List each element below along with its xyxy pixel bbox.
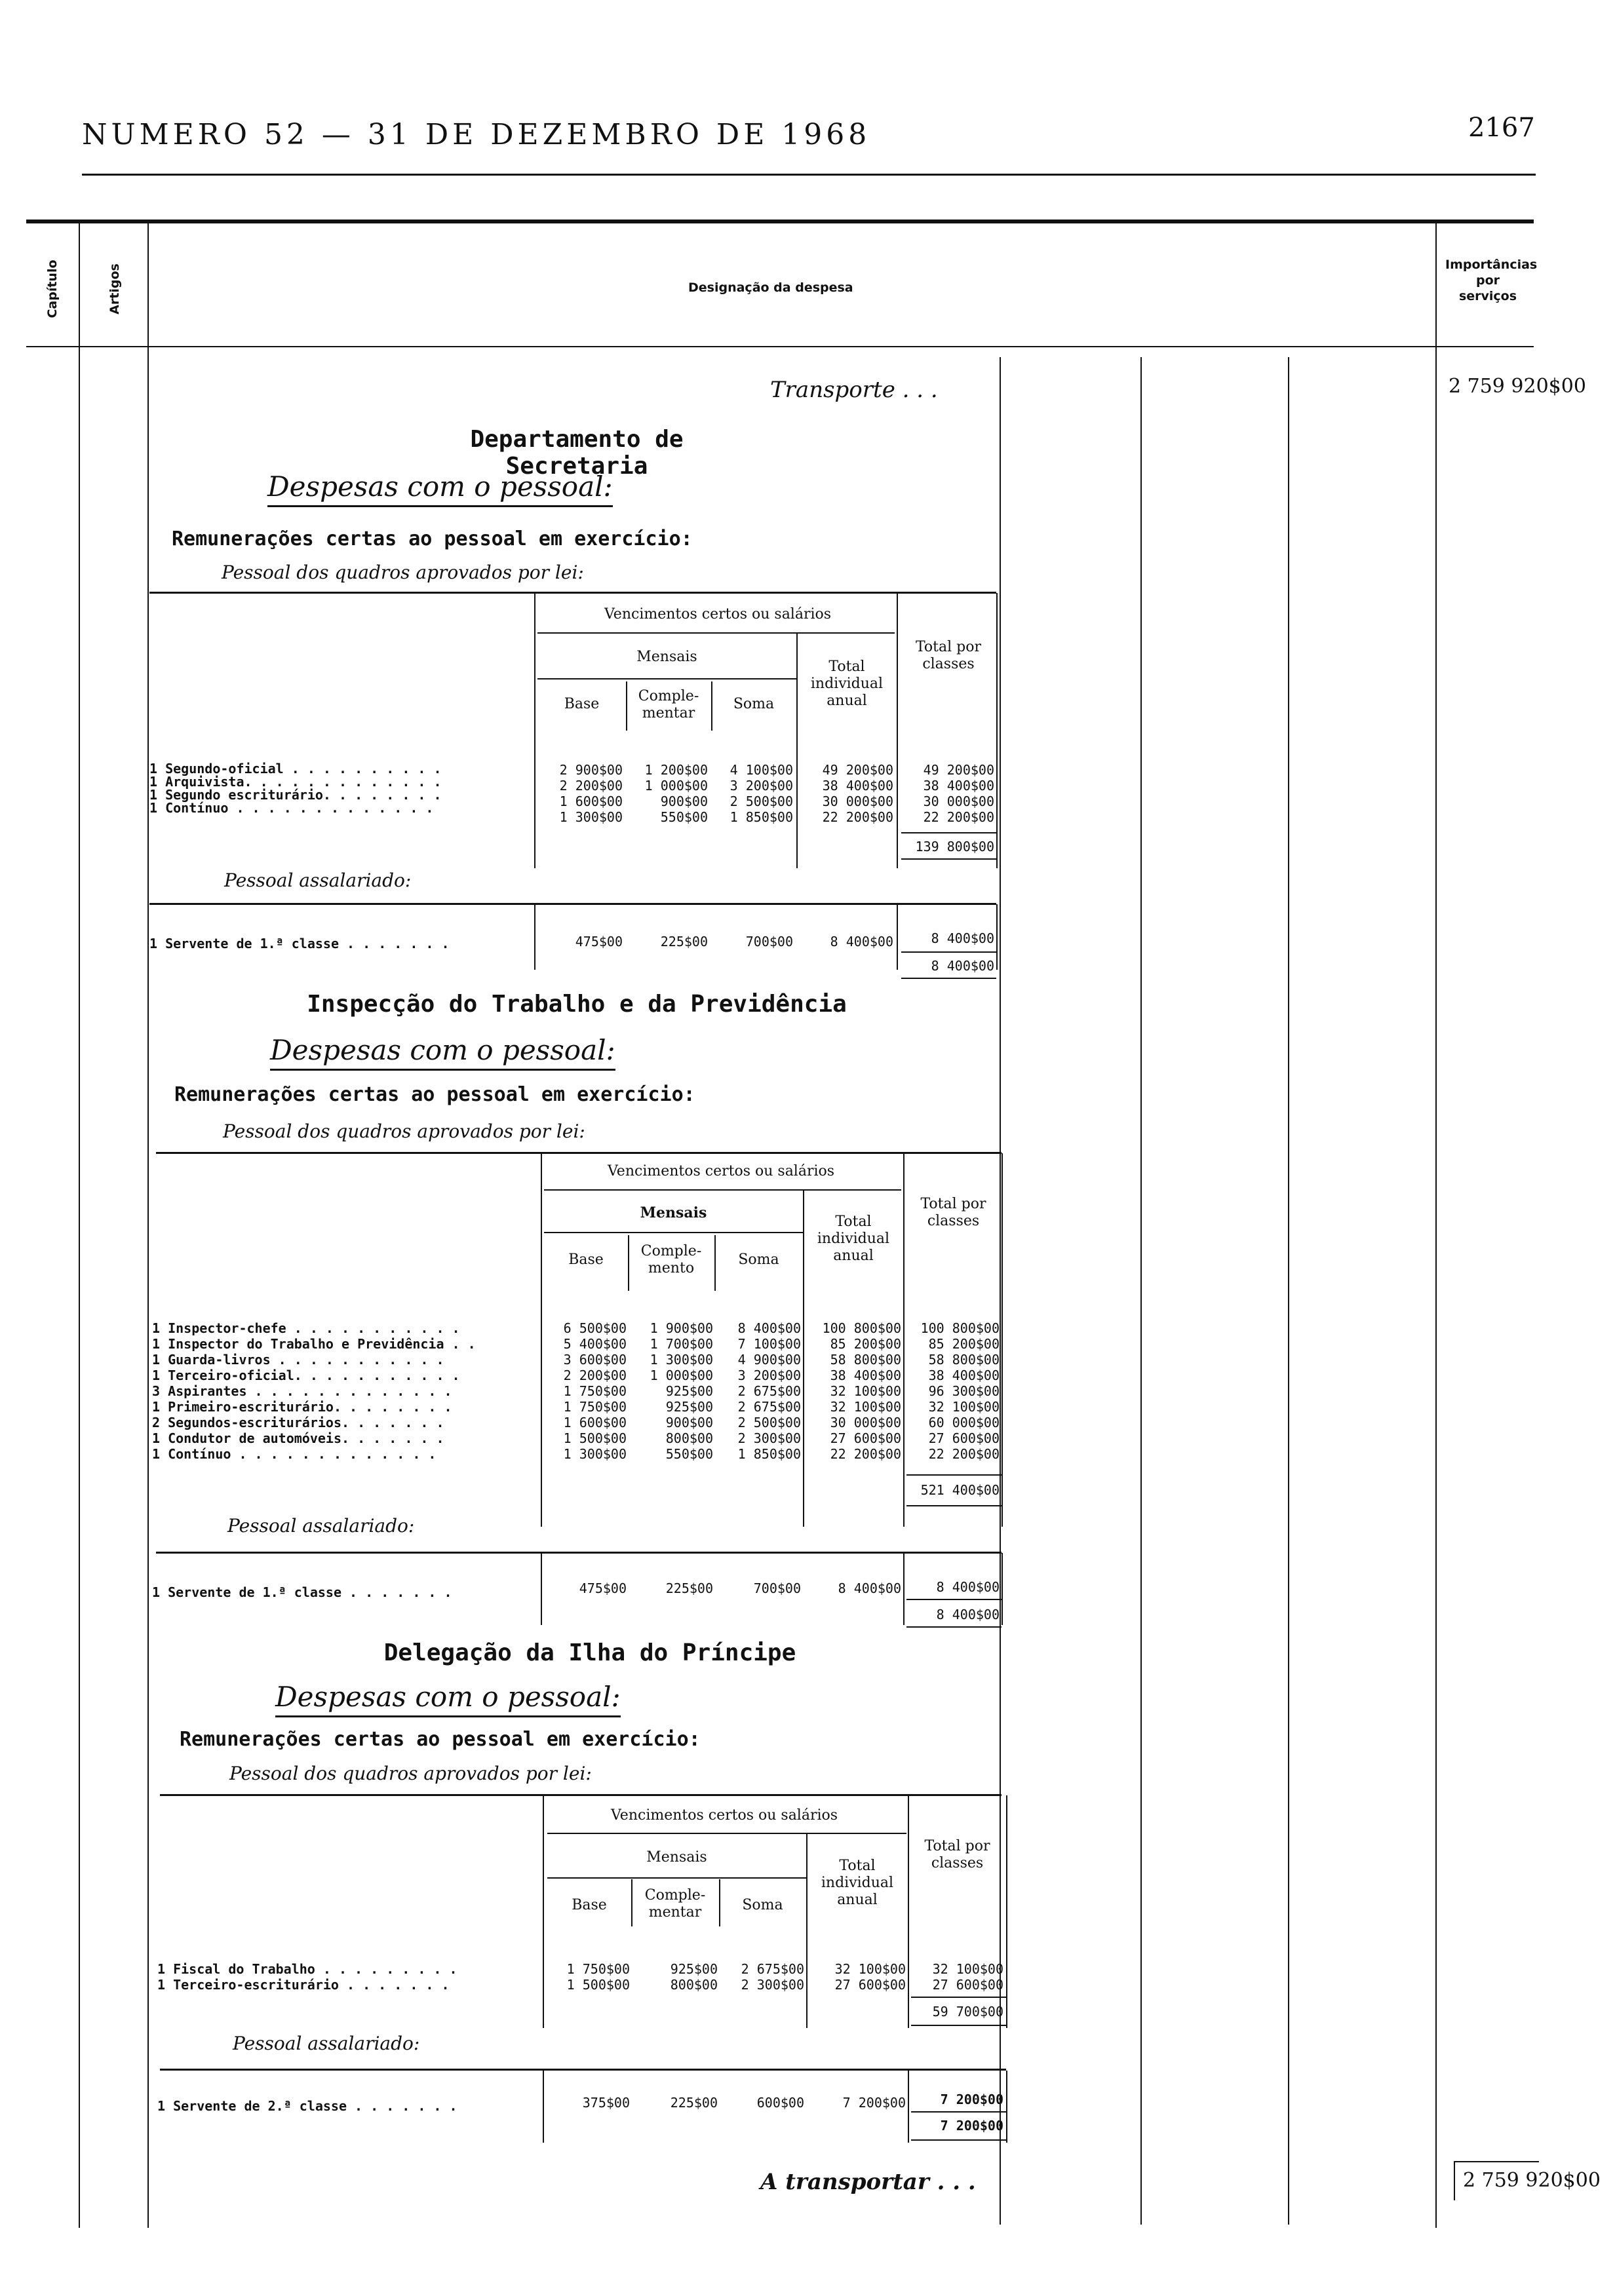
header-rule bbox=[537, 678, 796, 679]
col-divider-importancias bbox=[1435, 223, 1437, 2228]
row-label: 1 Terceiro-oficial. . . . . . . . . . . bbox=[152, 1368, 460, 1383]
page-header-title: NUMERO 52 — 31 DE DEZEMBRO DE 1968 bbox=[82, 118, 871, 151]
classes-col bbox=[905, 1320, 1000, 1462]
classes-col bbox=[899, 762, 994, 825]
col-divider-capitulo bbox=[79, 223, 80, 2228]
classes-col bbox=[910, 1961, 1003, 1993]
personnel-rows bbox=[149, 762, 442, 814]
column-header-capitulo: Capítulo bbox=[45, 259, 60, 318]
cell-anual: 22 200$00 bbox=[822, 809, 893, 825]
col-divider-designacao bbox=[1000, 357, 1001, 2225]
cell-anual: 27 600$00 bbox=[830, 1430, 901, 1446]
total-individual-header: Total individual anual bbox=[817, 1214, 890, 1264]
subtotal-rule bbox=[906, 1599, 1002, 1600]
cell-anual: 27 600$00 bbox=[834, 1977, 906, 1993]
servente-comp: 225$00 bbox=[670, 2095, 718, 2111]
table-divider bbox=[908, 2071, 909, 2143]
cell-base: 3 600$00 bbox=[563, 1352, 627, 1368]
servente-soma: 700$00 bbox=[753, 1580, 801, 1596]
section-title: Departamento de Secretaria bbox=[470, 426, 684, 480]
base-col bbox=[546, 1961, 630, 1993]
cell-comp: 800$00 bbox=[665, 1430, 713, 1446]
cell-soma: 4 100$00 bbox=[730, 762, 793, 778]
cell-base: 1 750$00 bbox=[566, 1961, 630, 1977]
subtotal-rule bbox=[906, 1474, 1002, 1476]
servente-anual: 7 200$00 bbox=[842, 2095, 906, 2111]
cell-classe: 27 600$00 bbox=[932, 1977, 1003, 1993]
cell-anual: 32 100$00 bbox=[834, 1961, 906, 1977]
row-label: 1 Inspector do Trabalho e Previdência . . bbox=[152, 1336, 476, 1352]
table-divider bbox=[543, 2071, 544, 2143]
table-divider bbox=[1006, 2071, 1007, 2143]
subtotal: 59 700$00 bbox=[932, 2004, 1003, 2019]
remuneracoes-heading: Remunerações certas ao pessoal em exercício: bbox=[174, 1083, 695, 1106]
cell-base: 5 400$00 bbox=[563, 1336, 627, 1352]
section-title: Inspecção do Trabalho e da Previdência bbox=[307, 991, 847, 1018]
servente-total: 8 400$00 bbox=[931, 958, 994, 974]
a-transportar-amount: 2 759 920$00 bbox=[1463, 2169, 1601, 2192]
cell-classe: 38 400$00 bbox=[923, 778, 994, 794]
row-label: 1 Arquivista. . . . . . . . . . . . . bbox=[149, 774, 442, 790]
col-divider-amount-1 bbox=[1140, 357, 1142, 2225]
cell-anual: 38 400$00 bbox=[822, 778, 893, 794]
subtotal-rule bbox=[901, 858, 996, 860]
cell-classe: 96 300$00 bbox=[928, 1383, 1000, 1399]
base-col bbox=[537, 762, 623, 825]
vencimentos-header: Vencimentos certos ou salários bbox=[607, 1163, 835, 1179]
cell-comp: 1 900$00 bbox=[650, 1320, 713, 1336]
quadros-subheading: Pessoal dos quadros aprovados por lei: bbox=[223, 1120, 585, 1142]
cell-classe: 60 000$00 bbox=[928, 1415, 1000, 1430]
table-divider bbox=[897, 904, 898, 970]
cell-base: 1 750$00 bbox=[563, 1383, 627, 1399]
cell-soma: 1 850$00 bbox=[737, 1446, 801, 1462]
row-label: 1 Inspector-chefe . . . . . . . . . . . bbox=[152, 1320, 460, 1336]
total-individual-header: Total individual anual bbox=[821, 1858, 894, 1908]
cell-comp: 925$00 bbox=[670, 1961, 718, 1977]
servente-base: 475$00 bbox=[575, 934, 623, 949]
cell-comp: 1 700$00 bbox=[650, 1336, 713, 1352]
cell-anual: 32 100$00 bbox=[830, 1383, 901, 1399]
cell-classe: 85 200$00 bbox=[928, 1336, 1000, 1352]
row-label: 1 Contínuo . . . . . . . . . . . . . bbox=[152, 1446, 437, 1462]
comp-col bbox=[632, 1961, 718, 1993]
row-label: 1 Terceiro-escriturário . . . . . . . bbox=[157, 1977, 450, 1993]
table-divider bbox=[806, 1833, 808, 2028]
table-divider bbox=[796, 632, 798, 868]
total-classes-header: Total por classes bbox=[915, 639, 982, 672]
cell-classe: 22 200$00 bbox=[923, 809, 994, 825]
table-top-rule bbox=[160, 1794, 1002, 1796]
table-divider bbox=[541, 1153, 542, 1527]
subtotal-rule bbox=[911, 2139, 1006, 2141]
cell-base: 1 300$00 bbox=[559, 809, 623, 825]
cell-comp: 550$00 bbox=[665, 1446, 713, 1462]
column-header-bottom-rule bbox=[26, 346, 1534, 347]
anual-col bbox=[796, 762, 893, 825]
row-label: 1 Contínuo . . . . . . . . . . . . . bbox=[149, 800, 434, 816]
header-rule bbox=[82, 174, 1536, 176]
table-rule bbox=[160, 2069, 1006, 2071]
total-classes-header: Total por classes bbox=[924, 1838, 990, 1871]
soma-col bbox=[720, 1961, 804, 1993]
servente-comp: 225$00 bbox=[660, 934, 708, 949]
table-divider bbox=[534, 904, 535, 970]
row-label: 2 Segundos-escriturários. . . . . . . bbox=[152, 1415, 444, 1430]
cell-anual: 30 000$00 bbox=[830, 1415, 901, 1430]
cell-anual: 38 400$00 bbox=[830, 1368, 901, 1383]
table-top-rule bbox=[26, 220, 1534, 223]
cell-base: 1 600$00 bbox=[563, 1415, 627, 1430]
row-label: 1 Condutor de automóveis. . . . . . . bbox=[152, 1430, 444, 1446]
cell-classe: 49 200$00 bbox=[923, 762, 994, 778]
servente-anual: 8 400$00 bbox=[838, 1580, 901, 1596]
anual-col bbox=[804, 1320, 901, 1462]
cell-base: 2 200$00 bbox=[559, 778, 623, 794]
table-divider bbox=[897, 593, 898, 868]
row-label: 1 Fiscal do Trabalho . . . . . . . . . bbox=[157, 1961, 457, 1977]
cell-soma: 2 675$00 bbox=[737, 1399, 801, 1415]
subtotal-rule bbox=[901, 978, 996, 979]
row-label: 1 Guarda-livros . . . . . . . . . . . bbox=[152, 1352, 444, 1368]
cell-soma: 2 300$00 bbox=[741, 1977, 804, 1993]
soma-col bbox=[716, 1320, 801, 1462]
cell-soma: 8 400$00 bbox=[737, 1320, 801, 1336]
cell-comp: 925$00 bbox=[665, 1383, 713, 1399]
despesas-heading: Despesas com o pessoal: bbox=[275, 1681, 621, 1717]
cell-soma: 3 200$00 bbox=[730, 778, 793, 794]
cell-base: 2 900$00 bbox=[559, 762, 623, 778]
column-header-designacao: Designação da despesa bbox=[688, 280, 853, 295]
transporte-label: Transporte . . . bbox=[770, 377, 938, 403]
cell-comp: 900$00 bbox=[665, 1415, 713, 1430]
servente-total: 7 200$00 bbox=[940, 2118, 1003, 2133]
cell-comp: 925$00 bbox=[665, 1399, 713, 1415]
subtotal-rule bbox=[906, 1626, 1002, 1628]
base-col bbox=[543, 1320, 627, 1462]
complementar-header: Comple- mentar bbox=[638, 688, 699, 721]
assalariado-subheading: Pessoal assalariado: bbox=[227, 1515, 415, 1537]
cell-anual: 85 200$00 bbox=[830, 1336, 901, 1352]
column-header-artigos: Artigos bbox=[107, 263, 122, 315]
servente-classe: 8 400$00 bbox=[931, 930, 994, 946]
mensais-header: Mensais bbox=[646, 1849, 707, 1866]
cell-base: 1 300$00 bbox=[563, 1446, 627, 1462]
servente-total: 8 400$00 bbox=[936, 1607, 1000, 1622]
cell-anual: 30 000$00 bbox=[822, 794, 893, 809]
cell-base: 1 750$00 bbox=[563, 1399, 627, 1415]
servente-soma: 600$00 bbox=[756, 2095, 804, 2111]
cell-classe: 32 100$00 bbox=[928, 1399, 1000, 1415]
soma-header: Soma bbox=[738, 1252, 779, 1268]
header-rule bbox=[544, 1189, 901, 1191]
cell-classe: 22 200$00 bbox=[928, 1446, 1000, 1462]
col-divider-amount-2 bbox=[1288, 357, 1289, 2225]
header-rule bbox=[537, 632, 895, 634]
table-divider bbox=[996, 593, 998, 868]
despesas-heading: Despesas com o pessoal: bbox=[267, 470, 613, 507]
cell-comp: 1 300$00 bbox=[650, 1352, 713, 1368]
assalariado-subheading: Pessoal assalariado: bbox=[233, 2033, 420, 2054]
cell-comp: 900$00 bbox=[660, 794, 708, 809]
mensais-header: Mensais bbox=[640, 1204, 707, 1221]
cell-base: 2 200$00 bbox=[563, 1368, 627, 1383]
base-header: Base bbox=[572, 1897, 607, 1913]
cell-soma: 2 675$00 bbox=[737, 1383, 801, 1399]
cell-base: 1 500$00 bbox=[566, 1977, 630, 1993]
cell-classe: 27 600$00 bbox=[928, 1430, 1000, 1446]
cell-comp: 1 000$00 bbox=[644, 778, 708, 794]
servente-base: 375$00 bbox=[582, 2095, 630, 2111]
column-header-importancias: Importâncias por serviços bbox=[1445, 258, 1538, 303]
remuneracoes-heading: Remunerações certas ao pessoal em exercício: bbox=[172, 527, 693, 550]
cell-base: 1 600$00 bbox=[559, 794, 623, 809]
vencimentos-header: Vencimentos certos ou salários bbox=[604, 606, 832, 622]
transporte-amount: 2 759 920$00 bbox=[1449, 375, 1586, 398]
subtotal-rule bbox=[901, 832, 996, 833]
subtotal-rule bbox=[911, 2111, 1006, 2113]
table-divider bbox=[908, 1795, 909, 2028]
table-divider bbox=[996, 904, 998, 970]
cell-classe: 32 100$00 bbox=[932, 1961, 1003, 1977]
cell-anual: 100 800$00 bbox=[822, 1320, 901, 1336]
servente-classe: 8 400$00 bbox=[936, 1579, 1000, 1595]
cell-base: 6 500$00 bbox=[563, 1320, 627, 1336]
servente-soma: 700$00 bbox=[745, 934, 793, 949]
table-top-rule bbox=[149, 592, 996, 594]
header-rule bbox=[547, 1833, 906, 1834]
personnel-rows bbox=[157, 1961, 457, 1993]
table-divider bbox=[541, 1553, 542, 1625]
row-label: 3 Aspirantes . . . . . . . . . . . . . bbox=[152, 1383, 452, 1399]
quadros-subheading: Pessoal dos quadros aprovados por lei: bbox=[222, 562, 584, 583]
row-label: 1 Segundo-oficial . . . . . . . . . . bbox=[149, 761, 442, 776]
cell-classe: 30 000$00 bbox=[923, 794, 994, 809]
table-top-rule bbox=[156, 1152, 1002, 1154]
servente-base: 475$00 bbox=[579, 1580, 627, 1596]
header-rule bbox=[547, 1877, 806, 1879]
servente-classe: 7 200$00 bbox=[940, 2092, 1003, 2107]
col-divider-artigos bbox=[147, 223, 149, 2228]
despesas-heading: Despesas com o pessoal: bbox=[270, 1034, 615, 1071]
servente-label: 1 Servente de 2.ª classe . . . . . . . bbox=[157, 2098, 457, 2114]
cell-classe: 38 400$00 bbox=[928, 1368, 1000, 1383]
cell-soma: 2 675$00 bbox=[741, 1961, 804, 1977]
subtotal-rule bbox=[901, 951, 996, 953]
base-header: Base bbox=[568, 1252, 604, 1268]
cell-classe: 100 800$00 bbox=[920, 1320, 1000, 1336]
cell-soma: 7 100$00 bbox=[737, 1336, 801, 1352]
a-transportar-label: A transportar . . . bbox=[760, 2169, 976, 2195]
soma-header: Soma bbox=[742, 1897, 783, 1913]
cell-soma: 4 900$00 bbox=[737, 1352, 801, 1368]
total-rule bbox=[1454, 2161, 1539, 2162]
remuneracoes-heading: Remunerações certas ao pessoal em exercício: bbox=[180, 1728, 701, 1751]
servente-label: 1 Servente de 1.ª classe . . . . . . . bbox=[152, 1584, 452, 1600]
row-label: 1 Primeiro-escriturário. . . . . . . . bbox=[152, 1399, 452, 1415]
cell-anual: 32 100$00 bbox=[830, 1399, 901, 1415]
total-individual-header: Total individual anual bbox=[810, 659, 884, 709]
cell-comp: 1 200$00 bbox=[644, 762, 708, 778]
servente-anual: 8 400$00 bbox=[830, 934, 893, 949]
table-rule bbox=[149, 903, 996, 905]
section-title: Delegação da Ilha do Príncipe bbox=[383, 1639, 796, 1666]
cell-base: 1 500$00 bbox=[563, 1430, 627, 1446]
personnel-rows bbox=[152, 1320, 476, 1462]
cell-soma: 2 300$00 bbox=[737, 1430, 801, 1446]
servente-label: 1 Servente de 1.ª classe . . . . . . . bbox=[149, 936, 450, 951]
cell-anual: 22 200$00 bbox=[830, 1446, 901, 1462]
comp-col bbox=[626, 762, 708, 825]
table-divider bbox=[1006, 1795, 1007, 2028]
header-rule bbox=[544, 1232, 803, 1233]
anual-col bbox=[808, 1961, 906, 1993]
subtotal: 139 800$00 bbox=[915, 839, 994, 854]
table-divider bbox=[1002, 1553, 1003, 1625]
soma-header: Soma bbox=[733, 696, 775, 712]
cell-comp: 550$00 bbox=[660, 809, 708, 825]
table-divider bbox=[543, 1795, 544, 2028]
cell-classe: 58 800$00 bbox=[928, 1352, 1000, 1368]
mensais-header: Mensais bbox=[636, 649, 697, 665]
quadros-subheading: Pessoal dos quadros aprovados por lei: bbox=[229, 1763, 592, 1784]
subtotal-rule bbox=[906, 1505, 1002, 1506]
cell-comp: 1 000$00 bbox=[650, 1368, 713, 1383]
cell-soma: 2 500$00 bbox=[730, 794, 793, 809]
cell-soma: 2 500$00 bbox=[737, 1415, 801, 1430]
subtotal-rule bbox=[911, 1997, 1006, 1998]
total-box-left bbox=[1454, 2161, 1455, 2200]
base-header: Base bbox=[564, 696, 600, 712]
total-classes-header: Total por classes bbox=[920, 1196, 986, 1229]
cell-comp: 800$00 bbox=[670, 1977, 718, 1993]
cell-soma: 1 850$00 bbox=[730, 809, 793, 825]
page-number: 2167 bbox=[1468, 113, 1535, 143]
cell-anual: 49 200$00 bbox=[822, 762, 893, 778]
complemento-header: Comple- mento bbox=[640, 1243, 702, 1276]
subtotal: 521 400$00 bbox=[920, 1482, 1000, 1498]
soma-col bbox=[711, 762, 793, 825]
comp-col bbox=[629, 1320, 713, 1462]
table-divider bbox=[534, 593, 535, 868]
cell-soma: 3 200$00 bbox=[737, 1368, 801, 1383]
vencimentos-header: Vencimentos certos ou salários bbox=[610, 1807, 838, 1824]
subtotal-rule bbox=[911, 2025, 1006, 2026]
table-rule bbox=[156, 1552, 1002, 1554]
assalariado-subheading: Pessoal assalariado: bbox=[224, 870, 412, 891]
row-label: 1 Segundo escriturário. . . . . . . . bbox=[149, 787, 442, 803]
table-divider bbox=[1002, 1153, 1003, 1527]
servente-comp: 225$00 bbox=[665, 1580, 713, 1596]
cell-anual: 58 800$00 bbox=[830, 1352, 901, 1368]
complementar-header: Comple- mentar bbox=[644, 1887, 706, 1921]
